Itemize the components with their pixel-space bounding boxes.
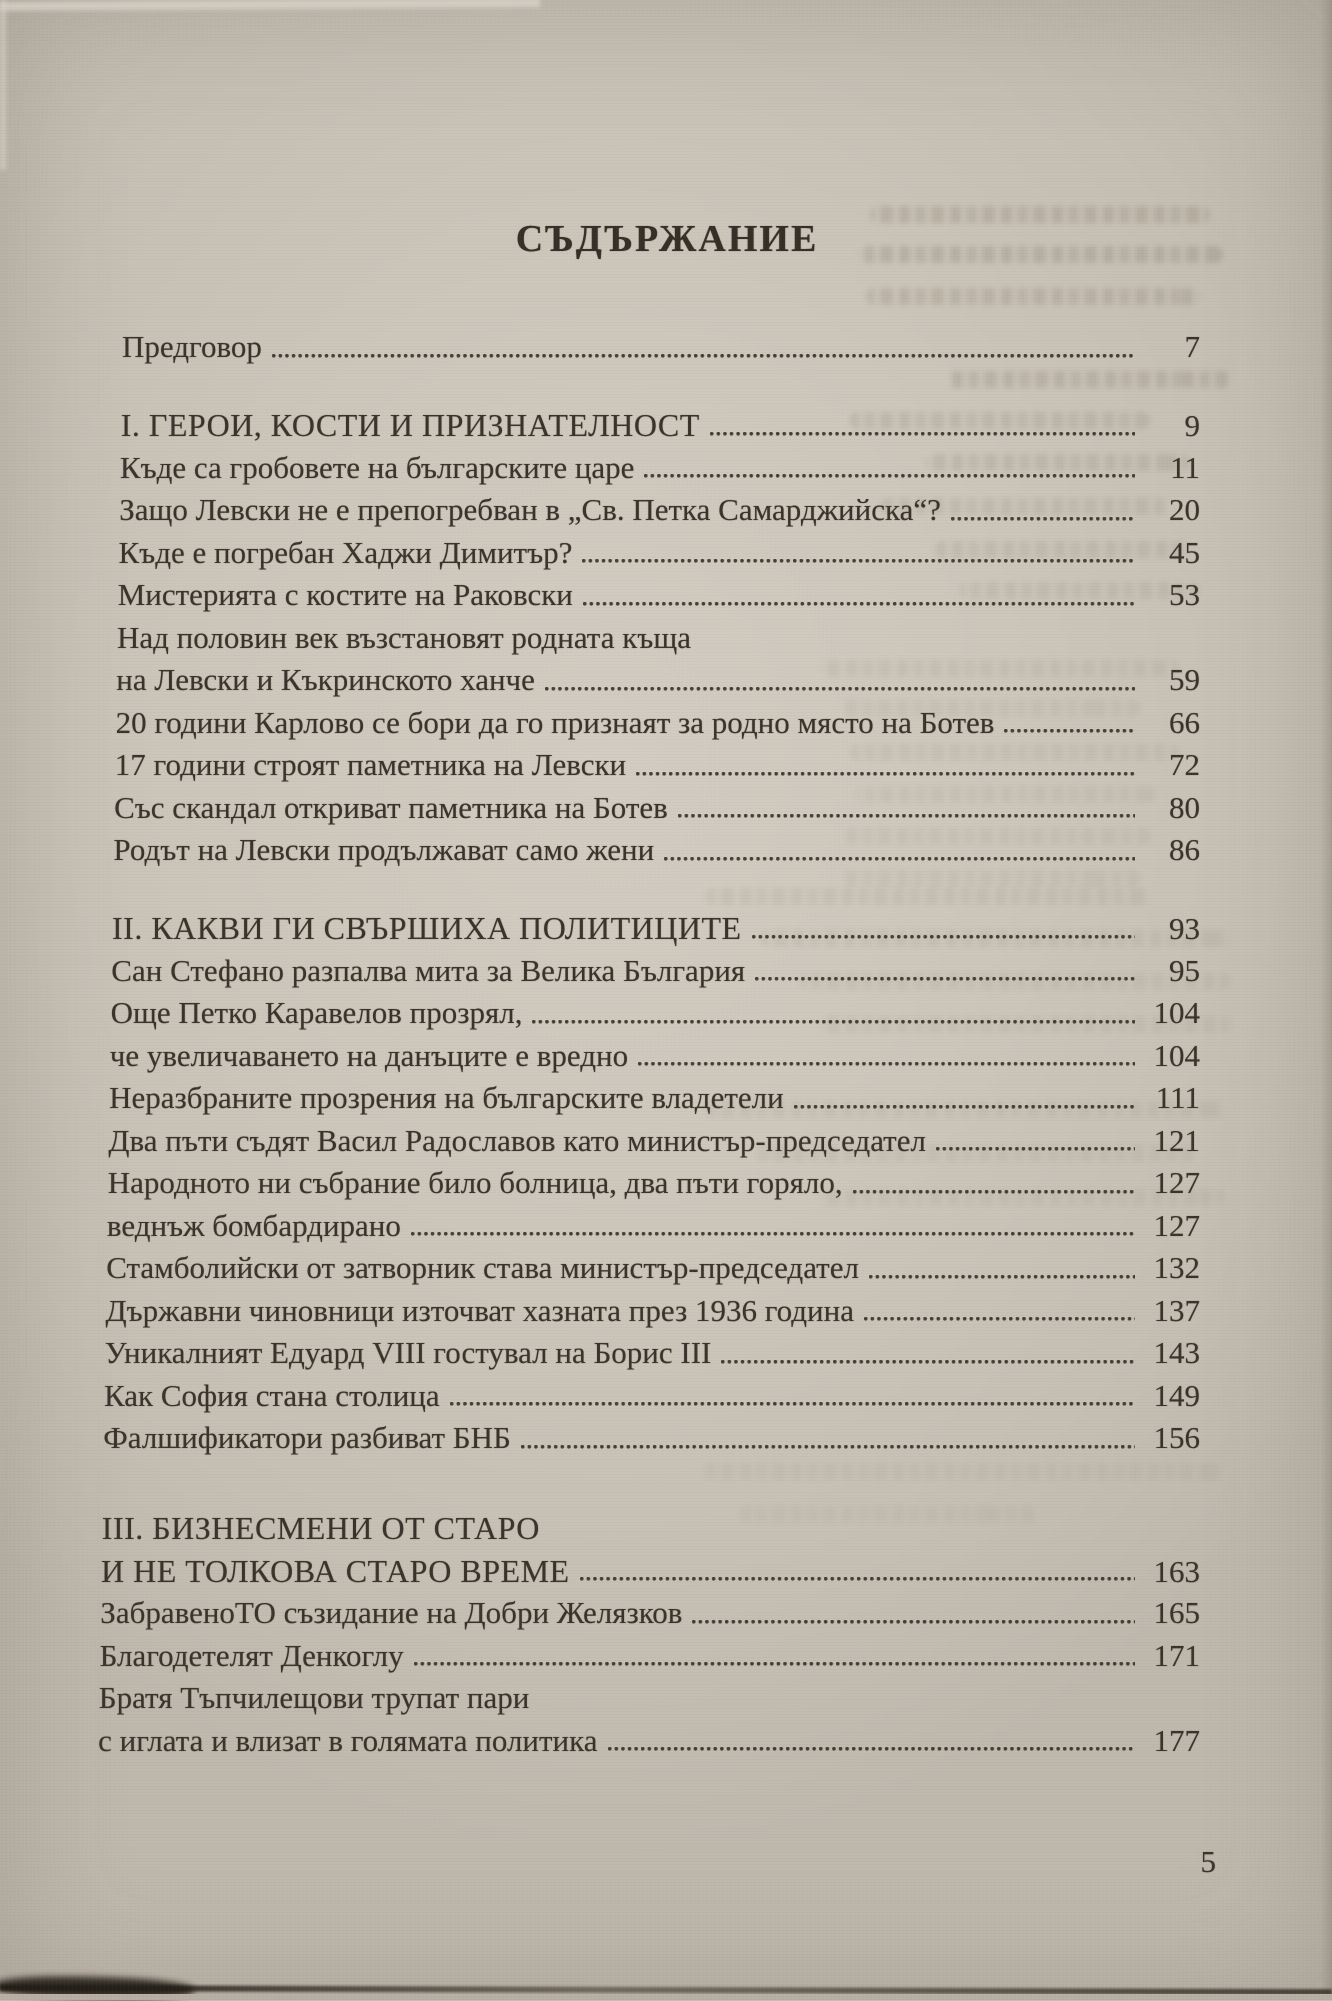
toc-entry — [98, 1635, 1200, 1678]
dot-leader — [644, 474, 1135, 478]
toc-entry-page-number: 127 — [1153, 1165, 1200, 1200]
dot-leader — [580, 1577, 1135, 1581]
dot-leader — [272, 354, 1135, 358]
toc-entry — [98, 1332, 1200, 1375]
toc-entry — [98, 702, 1200, 745]
dot-leader — [869, 1275, 1135, 1279]
toc-entry-page-number: 93 — [1169, 911, 1200, 946]
toc-entry — [98, 1035, 1200, 1078]
toc-entry — [98, 829, 1200, 872]
toc-entry-label: Над половин век възстановят родната къща — [117, 619, 691, 655]
toc-entry-page-number: 165 — [1153, 1595, 1200, 1630]
dot-leader — [638, 1062, 1135, 1066]
toc-section-heading — [98, 1507, 1200, 1550]
toc-entry-page-number: 7 — [1184, 329, 1200, 364]
dot-leader — [450, 1402, 1135, 1406]
dot-leader — [678, 814, 1135, 818]
toc-entry — [98, 659, 1200, 702]
toc-entry — [98, 1077, 1200, 1120]
toc-entry-page-number: 95 — [1169, 952, 1200, 988]
page-number: 5 — [1200, 1844, 1216, 1879]
bleedthrough-ghost-line — [866, 288, 1200, 305]
toc-entry-label: че увеличаването на данъците е вредно — [109, 1037, 629, 1073]
toc-entry-page-number: 132 — [1153, 1250, 1200, 1285]
toc-entry-page-number: 149 — [1153, 1377, 1200, 1413]
dot-leader — [532, 1020, 1135, 1024]
page-edge-shadow-right — [1320, 0, 1332, 2000]
toc-entry — [98, 1592, 1200, 1635]
toc-entry — [98, 1205, 1200, 1248]
toc-entry-label: II. КАКВИ ГИ СВЪРШИХА ПОЛИТИЦИТЕ — [112, 910, 742, 946]
toc-section-heading — [98, 907, 1200, 950]
dot-leader — [414, 1662, 1135, 1666]
toc-entry — [98, 617, 1200, 660]
dot-leader — [755, 977, 1135, 981]
toc-entry-label: Защо Левски не е препогребван в „Св. Петка Самарджийска“? — [119, 492, 941, 527]
toc-entry-label: Къде е погребан Хаджи Димитър? — [118, 534, 573, 570]
toc-entry-label: Държавни чиновници източват хазната през 1936 година — [105, 1292, 854, 1328]
dot-leader — [664, 857, 1135, 861]
page-title: СЪДЪРЖАНИЕ — [515, 218, 819, 261]
toc-entry — [98, 532, 1200, 575]
toc-entry — [98, 744, 1200, 787]
dot-leader — [545, 687, 1135, 691]
toc-entry-label: Стамболийски от затворник става министър-председател — [106, 1250, 859, 1285]
toc-entry-page-number: 66 — [1169, 704, 1200, 740]
toc-entry-page-number: 104 — [1153, 1037, 1200, 1073]
dot-leader — [608, 1747, 1136, 1751]
dot-leader — [582, 559, 1135, 563]
toc-entry — [98, 574, 1200, 617]
toc-entry-label: Сан Стефано разпалва мита за Велика България — [111, 952, 746, 988]
toc-entry-page-number: 45 — [1169, 534, 1200, 570]
toc-entry-page-number: 177 — [1153, 1722, 1200, 1758]
toc-entry-label: Благодетелят Денкоглу — [99, 1637, 404, 1673]
toc-entry-label: Братя Тъпчилещови трупат пари — [98, 1680, 530, 1715]
dot-leader — [864, 1317, 1135, 1321]
dot-leader — [951, 517, 1135, 521]
toc-entry-label: Къде са гробовете на българските царе — [119, 449, 635, 485]
dot-leader — [411, 1232, 1135, 1236]
toc-entry-label: Мистерията с костите на Раковски — [117, 577, 573, 612]
toc-entry-label: с иглата и влизат в голямата политика — [98, 1722, 598, 1758]
toc-entry-page-number: 111 — [1155, 1080, 1200, 1115]
page-edge-highlight-left — [0, 0, 6, 170]
dot-leader — [692, 1620, 1135, 1624]
toc-entry-page-number: 72 — [1169, 747, 1200, 782]
toc-entry-label: Неразбраните прозрения на българските владетели — [109, 1080, 784, 1115]
toc-entry-page-number: 80 — [1169, 789, 1200, 825]
toc-entry-label: III. БИЗНЕСМЕНИ ОТ СТАРО — [101, 1510, 540, 1546]
page-edge-highlight-top — [0, 0, 540, 11]
toc-section-heading — [98, 404, 1200, 447]
toc-entry — [98, 447, 1200, 490]
toc-entry-label: Предговор — [122, 329, 262, 364]
dot-leader — [853, 1190, 1135, 1194]
dot-leader — [721, 1360, 1135, 1364]
toc-entry-label: ЗабравеноТО съзидание на Добри Желязков — [100, 1595, 683, 1630]
dot-leader — [583, 602, 1135, 606]
toc-entry-page-number: 137 — [1153, 1292, 1200, 1328]
toc-entry — [98, 1375, 1200, 1418]
toc-entry-label: Два пъти съдят Васил Радославов като министър-председател — [108, 1122, 926, 1158]
toc-entry — [98, 1120, 1200, 1163]
table-of-contents — [98, 326, 1200, 1762]
toc-entry-label: Още Петко Каравелов прозрял, — [110, 995, 523, 1030]
dot-leader — [752, 935, 1135, 939]
toc-entry — [98, 1720, 1200, 1763]
toc-entry-page-number: 11 — [1170, 449, 1200, 485]
toc-entry — [98, 1290, 1200, 1333]
toc-entry — [98, 326, 1200, 369]
toc-entry-label: I. ГЕРОИ, КОСТИ И ПРИЗНАТЕЛНОСТ — [120, 407, 700, 443]
toc-entry — [98, 489, 1200, 532]
dot-leader — [636, 772, 1135, 776]
dot-leader — [1004, 729, 1135, 733]
toc-entry-page-number: 127 — [1153, 1207, 1200, 1243]
toc-entry-page-number: 9 — [1184, 408, 1200, 443]
toc-entry — [98, 1417, 1200, 1460]
toc-entry — [98, 1162, 1200, 1205]
toc-entry-label: 20 години Карлово се бори да го признаят за родно място на Ботев — [115, 704, 995, 740]
dot-leader — [794, 1105, 1135, 1109]
toc-entry-page-number: 53 — [1169, 577, 1200, 612]
toc-entry — [98, 787, 1200, 830]
toc-entry-label: Как София стана столица — [104, 1377, 440, 1413]
toc-entry-page-number: 20 — [1169, 492, 1200, 527]
toc-entry — [98, 1247, 1200, 1290]
toc-entry — [98, 992, 1200, 1035]
toc-entry-label: Родът на Левски продължават само жени — [113, 832, 655, 867]
toc-entry-label: Фалшификатори разбиват БНБ — [103, 1420, 511, 1455]
toc-entry-page-number: 121 — [1153, 1122, 1200, 1158]
toc-entry-page-number: 59 — [1169, 662, 1200, 697]
toc-entry-label: Уникалният Едуард VIII гостувал на Борис III — [104, 1335, 712, 1370]
toc-entry-label: 17 години строят паметника на Левски — [114, 747, 627, 782]
toc-entry-page-number: 156 — [1153, 1420, 1200, 1455]
dot-leader — [936, 1147, 1135, 1151]
toc-entry-page-number: 86 — [1169, 832, 1200, 867]
toc-entry-page-number: 171 — [1153, 1637, 1200, 1673]
scan-bottom-strip — [0, 1994, 1332, 2000]
toc-entry-page-number: 104 — [1153, 995, 1200, 1030]
toc-entry — [98, 950, 1200, 993]
toc-entry-page-number: 163 — [1153, 1553, 1200, 1589]
toc-section-heading — [98, 1550, 1200, 1593]
toc-entry-label: Народното ни събрание било болница, два пъти горяло, — [107, 1165, 843, 1200]
toc-entry-label: веднъж бомбардирано — [106, 1207, 401, 1243]
toc-entry-label: на Левски и Къкринското ханче — [116, 662, 535, 697]
dot-leader — [710, 432, 1135, 436]
toc-entry-page-number: 143 — [1153, 1335, 1200, 1370]
toc-entry — [98, 1677, 1200, 1720]
dot-leader — [521, 1445, 1135, 1449]
toc-entry-label: И НЕ ТОЛКОВА СТАРО ВРЕМЕ — [101, 1552, 570, 1589]
toc-entry-label: Със скандал откриват паметника на Ботев — [114, 789, 668, 825]
